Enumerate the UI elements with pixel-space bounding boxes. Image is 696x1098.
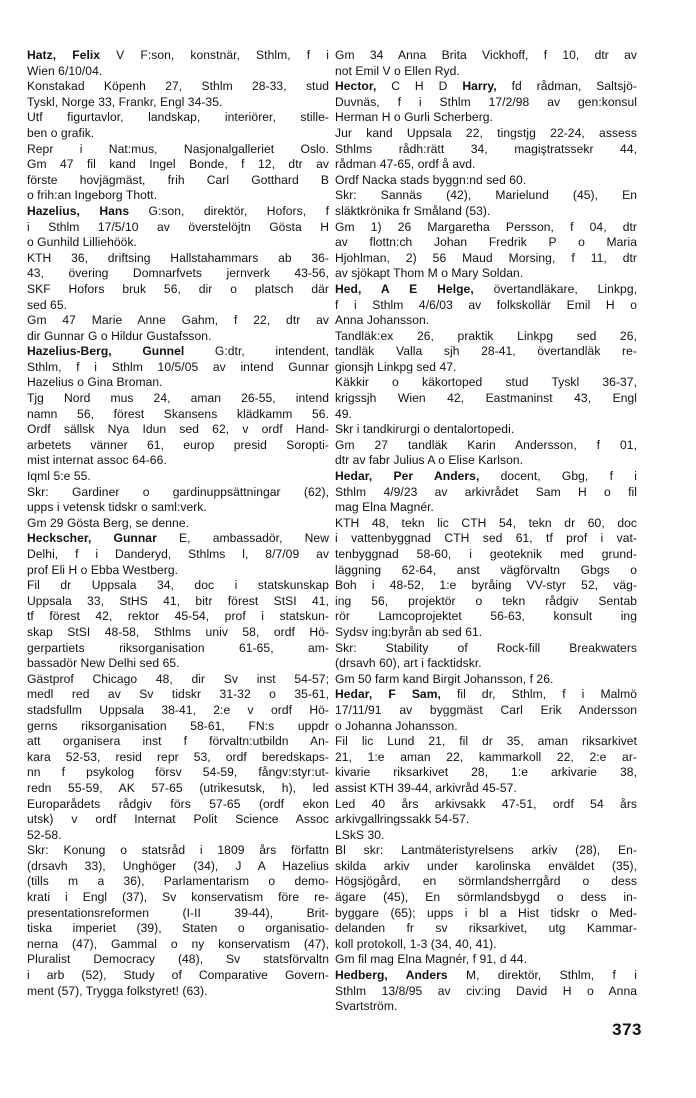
text-line — [335, 64, 637, 80]
text-line — [27, 594, 329, 610]
text-line — [27, 469, 329, 485]
entry-heading-line — [335, 469, 637, 485]
right-column — [335, 48, 637, 1015]
entry-name: Hector, — [335, 79, 377, 94]
text-line — [27, 453, 329, 469]
text-line — [27, 126, 329, 142]
entry-text: gionsjh Linkpg sed 47. — [335, 359, 457, 374]
entry-text: 17/11/91 av byggmäst Carl Erik Andersson — [335, 702, 637, 717]
page-number: 373 — [612, 1020, 642, 1039]
entry-text: docent, Gbg, f i — [479, 469, 637, 484]
entry-text: ägare (45), En sörmlandsbygd o dess in- — [335, 890, 637, 905]
entry-name: Hazelius, Hans — [27, 203, 130, 218]
entry-text: läggning 62-64, anst vägförvaltn Gbgs o — [335, 562, 637, 577]
entry-text: presentationsreformen (I-II 39-44), Brit- — [27, 905, 329, 920]
text-line — [27, 188, 329, 204]
entry-text: ing 56, projektör o tekn rådgiv Sentab — [335, 593, 637, 608]
text-line — [27, 142, 329, 158]
text-line — [335, 812, 637, 828]
text-line — [335, 220, 637, 236]
text-line — [335, 251, 637, 267]
text-line — [335, 266, 637, 282]
text-line — [335, 563, 637, 579]
text-line — [335, 999, 637, 1015]
entry-text: tiska imperiet (39), Staten o organisatio- — [27, 921, 329, 936]
text-line — [335, 703, 637, 719]
entry-name: Hed, A E Helge, — [335, 281, 474, 296]
entry-text: Repr i Nat:mus, Nasjonalgalleriet Oslo. — [27, 141, 329, 156]
text-line — [27, 500, 329, 516]
entry-heading-line — [335, 968, 637, 984]
entry-text: 52-58. — [27, 827, 62, 842]
entry-name: Hazelius-Berg, Gunnel — [27, 344, 185, 359]
entry-text: C H D — [376, 79, 463, 94]
entry-text: Delhi, f i Danderyd, Sthlms l, 8/7/09 av — [27, 547, 329, 561]
entry-text: Fil dr Uppsala 34, doc i statskunskap — [27, 578, 329, 593]
entry-text: Led 40 års arkivsakk 47-51, ordf 54 års — [335, 796, 637, 811]
text-line — [335, 391, 637, 407]
entry-text: Skr: Konung o statsråd i 1809 års författn — [27, 843, 329, 858]
text-line — [27, 422, 329, 438]
text-line — [335, 734, 637, 750]
entry-text: ben o grafik. — [27, 125, 95, 140]
text-line — [335, 188, 637, 204]
text-line — [27, 812, 329, 828]
entry-text: Skr: Sannäs (42), Marielund (45), En — [335, 188, 637, 203]
text-line — [335, 204, 637, 220]
text-line — [335, 110, 637, 126]
text-line — [27, 64, 329, 80]
entry-text: Jur kand Uppsala 22, tingstjg 22-24, assess — [335, 125, 637, 140]
text-line — [27, 609, 329, 625]
text-line — [335, 890, 637, 906]
entry-text: Sydsv ing:byrån ab sed 61. — [335, 624, 483, 639]
text-line — [335, 750, 637, 766]
entry-text: LSkS 30. — [335, 827, 385, 842]
entry-text: Svartström. — [335, 999, 398, 1014]
text-line — [335, 329, 637, 345]
entry-text: Skr: Gardiner o gardinuppsättningar (62), — [27, 484, 329, 499]
entry-text: medl red av Sv tidskr 31-32 o 35-61, — [27, 687, 329, 702]
entry-text: Gm 34 Anna Brita Vickhoff, f 10, dtr av — [335, 48, 637, 62]
entry-text: Gm 27 tandläk Karin Andersson, f 01, — [335, 437, 637, 452]
text-line — [27, 765, 329, 781]
text-line — [27, 329, 329, 345]
entry-text: Gm 50 farm kand Birgit Johansson, f 26. — [335, 671, 554, 686]
entry-text: delanden fr sv riksarkivet, utg Kammar- — [335, 921, 637, 936]
entry-heading-line — [27, 204, 329, 220]
text-line — [335, 843, 637, 859]
entry-text: Ordf sällsk Nya Idun sed 62, v ordf Hand- — [27, 422, 329, 437]
entry-text: (tills m a 36), Parlamentarism o demo- — [27, 874, 329, 889]
text-line — [27, 298, 329, 314]
left-column — [27, 48, 329, 999]
entry-text: mist internat assoc 64-66. — [27, 453, 167, 468]
text-line — [27, 110, 329, 126]
text-line — [27, 391, 329, 407]
text-line — [335, 313, 637, 329]
entry-text: Bl skr: Lantmäteristyrelsens arkiv (28), En- — [335, 843, 637, 858]
entry-text: (drsavh 60), art i facktidskr. — [335, 656, 482, 671]
text-line — [27, 828, 329, 844]
text-line — [335, 656, 637, 672]
text-line — [27, 703, 329, 719]
text-line — [27, 734, 329, 750]
entry-heading-line — [335, 687, 637, 703]
entry-text: Herman H o Gurli Scherberg. — [335, 110, 493, 125]
entry-text: rör Lamcoprojektet 56-63, konsult ing — [335, 609, 637, 624]
entry-text: Käkkir o käkortoped stud Tyskl 36-37, — [335, 375, 637, 390]
entry-text: Tjg Nord mus 24, aman 26-55, intend — [27, 391, 329, 406]
text-line — [335, 672, 637, 688]
text-line — [335, 173, 637, 189]
entry-text: 49. — [335, 406, 352, 421]
entry-text: Fil lic Lund 21, fil dr 35, aman riksarkivet — [335, 734, 637, 749]
entry-text: gerpartiets riksorganisation 61-65, am- — [27, 640, 329, 655]
text-line — [27, 282, 329, 298]
text-line — [335, 298, 637, 314]
entry-name: Hatz, Felix — [27, 48, 101, 62]
entry-text: 21, 1:e aman 22, kammarkoll 22, 2:e ar- — [335, 749, 637, 764]
entry-text: Sthlm 4/9/23 av arkivrådet Sam H o fil — [335, 484, 637, 499]
text-line — [335, 797, 637, 813]
entry-text: Sthlm 13/8/95 av civ:ing David H o Anna — [335, 983, 637, 998]
text-line — [27, 438, 329, 454]
entry-text: Boh i 48-52, 1:e byråing VV-styr 52, väg- — [335, 578, 637, 593]
entry-name: Hedberg, Anders — [335, 968, 448, 983]
entry-text: krati i Engl (37), Sv konservatism före re- — [27, 890, 329, 905]
text-line — [335, 874, 637, 890]
entry-text: Hjohlman, 2) 56 Maud Morsing, f 11, dtr — [335, 250, 637, 265]
entry-text: Anna Johansson. — [335, 313, 430, 328]
text-line — [27, 266, 329, 282]
entry-text: Gm 47 Marie Anne Gahm, f 22, dtr av — [27, 313, 329, 328]
text-line — [27, 921, 329, 937]
entry-heading-line — [27, 344, 329, 360]
entry-text: Pluralist Democracy (48), Sv statsförvaltn — [27, 952, 329, 967]
text-line — [27, 781, 329, 797]
text-line — [27, 360, 329, 376]
text-line — [335, 781, 637, 797]
text-line — [27, 984, 329, 1000]
entry-text: kivarie riksarkivet 28, 1:e arkivarie 38, — [335, 765, 637, 780]
entry-text: Wien 6/10/04. — [27, 63, 103, 78]
entry-text: skap StSI 48-58, Sthlms univ 58, ordf Hö- — [27, 624, 329, 639]
text-line — [27, 625, 329, 641]
entry-text: Tyskl, Norge 33, Frankr, Engl 34-35. — [27, 94, 223, 109]
entry-text: (drsavh 33), Unghöger (34), J A Hazelius — [27, 858, 329, 873]
entry-name: Hedar, Per Anders, — [335, 469, 480, 484]
text-line — [335, 375, 637, 391]
entry-text: Hazelius o Gina Broman. — [27, 375, 163, 390]
entry-text: Konstakad Köpenh 27, Sthlm 28-33, stud — [27, 79, 329, 94]
entry-text: nn f psykolog försv 54-59, fångv:styr:ut- — [27, 765, 329, 780]
text-line — [335, 500, 637, 516]
entry-text: skilda arkiv under karolinska enväldet (35), — [335, 858, 637, 873]
text-line — [335, 407, 637, 423]
entry-text: Högsjögård, en sörmlandsherrgård o dess — [335, 874, 637, 889]
text-line — [335, 921, 637, 937]
entry-text: Ordf Nacka stads byggn:nd sed 60. — [335, 172, 527, 187]
entry-text: i arb (52), Study of Comparative Govern- — [27, 968, 329, 983]
text-line — [335, 422, 637, 438]
text-line — [335, 547, 637, 563]
entry-text: KTH 48, tekn lic CTH 54, tekn dr 60, doc — [335, 515, 637, 530]
entry-text: M, direktör, Sthlm, f i — [447, 968, 637, 983]
entry-text: SKF Hofors bruk 56, dir o platsch där — [27, 281, 329, 296]
text-line — [335, 142, 637, 158]
entry-text: tandläk Valla sjh 28-41, övertandläk re- — [335, 344, 637, 359]
text-line — [335, 516, 637, 532]
text-line — [335, 641, 637, 657]
text-line — [335, 48, 637, 64]
text-line — [335, 360, 637, 376]
entry-text: G:son, direktör, Hofors, f — [129, 203, 329, 218]
text-line — [27, 157, 329, 173]
text-line — [27, 641, 329, 657]
entry-heading-line — [27, 48, 329, 64]
entry-text: mag Elna Magnér. — [335, 500, 434, 515]
entry-name: Hedar, F Sam, — [335, 687, 441, 702]
text-line — [27, 563, 329, 579]
text-line — [335, 157, 637, 173]
entry-text: o frih:an Ingeborg Thott. — [27, 188, 158, 203]
entry-text: Gästprof Chicago 48, dir Sv inst 54-57; — [27, 671, 329, 686]
text-line — [27, 859, 329, 875]
text-line — [27, 485, 329, 501]
text-line — [335, 453, 637, 469]
text-line — [27, 251, 329, 267]
text-line — [335, 235, 637, 251]
entry-text: gerns riksorganisation 58-61, FN:s uppdr — [27, 718, 329, 733]
text-line — [27, 407, 329, 423]
entry-text: prof Eli H o Ebba Westberg. — [27, 562, 179, 577]
text-line — [335, 937, 637, 953]
text-line — [335, 609, 637, 625]
entry-text: i Sthlm 17/5/10 av överstelöjtn Gösta H — [27, 219, 329, 234]
entry-text: utsk) v ordf Internat Polit Science Assoc — [27, 812, 329, 827]
text-line — [27, 235, 329, 251]
entry-text: övertandläkare, Linkpg, — [473, 281, 637, 296]
text-line — [335, 594, 637, 610]
text-line — [27, 547, 329, 563]
text-line — [27, 220, 329, 236]
entry-text: fd rådman, Saltsjö- — [496, 79, 637, 94]
entry-heading-line — [335, 282, 637, 298]
entry-text: i vattenbyggnad CTH sed 61, tf prof i vat- — [335, 531, 637, 546]
text-line — [27, 95, 329, 111]
text-line — [27, 516, 329, 532]
entry-text: fil dr, Sthlm, f i Malmö — [440, 687, 637, 702]
entry-text: dir Gunnar G o Hildur Gustafsson. — [27, 328, 212, 343]
text-line — [335, 485, 637, 501]
entry-text: bassadör New Delhi sed 65. — [27, 656, 180, 671]
text-line — [27, 937, 329, 953]
entry-text: Utf figurtavlor, landskap, interiörer, stille- — [27, 110, 329, 125]
entry-text: namn 56, förest Skansens klädkamm 56. — [27, 406, 329, 421]
entry-text: Gm 1) 26 Margaretha Persson, f 04, dtr — [335, 219, 637, 234]
entry-text: förste hovjägmäst, frih Carl Gotthard B — [27, 172, 329, 187]
text-line — [27, 375, 329, 391]
text-line — [27, 797, 329, 813]
entry-text: Duvnäs, f i Sthlm 17/2/98 av gen:konsul — [335, 94, 637, 109]
entry-text: krigssjh Wien 42, Eastmaninst 43, Engl — [335, 391, 637, 406]
entry-text: kara 52-53, resid repr 53, ordf beredskaps- — [27, 749, 329, 764]
text-line — [27, 672, 329, 688]
entry-text: Skr i tandkirurgi o dentalortopedi. — [335, 422, 515, 437]
text-line — [335, 344, 637, 360]
text-line — [335, 531, 637, 547]
entry-name: Harry, — [462, 79, 497, 94]
entry-text: dtr av fabr Julius A o Elise Karlson. — [335, 453, 524, 468]
entry-heading-line — [27, 531, 329, 547]
entry-text: att organisera inst f förvaltn:utbildn An- — [27, 734, 329, 749]
entry-text: byggare (65); upps i bl a Hist tidskr o Med- — [335, 905, 637, 920]
entry-text: rådman 47-65, ordf å avd. — [335, 157, 476, 172]
entry-text: arbetets vänner 61, europ presid Soropti- — [27, 437, 329, 452]
entry-heading-line — [335, 79, 637, 95]
entry-text: KTH 36, driftsing Hallstahammars ab 36- — [27, 250, 329, 265]
entry-text: koll protokoll, 1-3 (34, 40, 41). — [335, 936, 497, 951]
text-line — [27, 578, 329, 594]
entry-text: G:dtr, intendent, — [184, 344, 329, 359]
text-line — [335, 719, 637, 735]
entry-text: Skr: Stability of Rock-fill Breakwaters — [335, 640, 637, 655]
entry-text: Europarådets rådgiv förs 57-65 (ordf ekon — [27, 796, 329, 811]
text-line — [335, 438, 637, 454]
entry-text: redn 55-59, AK 57-65 (utrikesutsk, h), led — [27, 780, 329, 795]
entry-text: E, ambassadör, New — [156, 531, 329, 546]
entry-text: tenbyggnad 58-60, i geoteknik med grund- — [335, 547, 637, 561]
entry-text: assist KTH 39-44, arkivråd 45-57. — [335, 780, 517, 795]
text-line — [27, 968, 329, 984]
entry-text: Gm 47 fil kand Ingel Bonde, f 12, dtr av — [27, 157, 329, 172]
text-line — [27, 874, 329, 890]
entry-text: upps i vetensk tidskr o saml:verk. — [27, 500, 207, 515]
entry-text: Sthlms rådh:rätt 34, magiştratssekr 44, — [335, 141, 637, 156]
entry-name: Heckscher, Gunnar — [27, 531, 157, 546]
entry-text: arkivgallringssakk 54-57. — [335, 812, 470, 827]
text-line — [27, 750, 329, 766]
entry-text: Tandläk:ex 26, praktik Linkpg sed 26, — [335, 328, 637, 343]
entry-text: Iqml 5:e 55. — [27, 469, 91, 484]
text-line — [27, 906, 329, 922]
text-line — [27, 656, 329, 672]
entry-text: V F:son, konstnär, Sthlm, f i — [100, 48, 329, 62]
text-line — [335, 765, 637, 781]
text-line — [27, 173, 329, 189]
text-line — [335, 578, 637, 594]
entry-text: nerna (47), Gammal o ny konservatism (47), — [27, 936, 329, 951]
entry-text: Gm fil mag Elna Magnér, f 91, d 44. — [335, 952, 527, 967]
entry-text: av sjökapt Thom M o Mary Soldan. — [335, 266, 524, 281]
text-line — [27, 687, 329, 703]
entry-text: 43, övering Domnarfvets jernverk 43-56, — [27, 266, 329, 281]
text-line — [335, 984, 637, 1000]
text-line — [335, 126, 637, 142]
text-line — [27, 313, 329, 329]
entry-text: Sthlm, f i Sthlm 10/5/05 av intend Gunnar — [27, 359, 329, 374]
text-line — [335, 828, 637, 844]
text-line — [335, 95, 637, 111]
entry-text: sed 65. — [27, 297, 68, 312]
entry-text: Gm 29 Gösta Berg, se denne. — [27, 515, 190, 530]
entry-text: tf förest 42, rektor 45-54, prof i statskun- — [27, 609, 329, 624]
entry-text: Uppsala 33, StHS 41, bitr förest StSI 41, — [27, 593, 329, 608]
text-line — [27, 719, 329, 735]
entry-text: f i Sthlm 4/6/03 av folkskollär Emil H o — [335, 297, 637, 312]
text-line — [335, 625, 637, 641]
text-line — [27, 890, 329, 906]
entry-text: släktkrönika fr Småland (53). — [335, 203, 491, 218]
entry-text: o Johanna Johansson. — [335, 718, 458, 733]
text-line — [335, 859, 637, 875]
text-line — [27, 843, 329, 859]
entry-text: o Gunhild Lilliehöök. — [27, 235, 137, 250]
text-line — [335, 906, 637, 922]
entry-text: av flottn:ch Johan Fredrik P o Maria — [335, 235, 637, 250]
text-line — [27, 79, 329, 95]
entry-text: ment (57), Trygga folkstyret! (63). — [27, 983, 208, 998]
text-line — [27, 952, 329, 968]
entry-text: stadsfullm Uppsala 38-41, 2:e v ordf Hö- — [27, 702, 329, 717]
entry-text: not Emil V o Ellen Ryd. — [335, 63, 460, 78]
text-line — [335, 952, 637, 968]
